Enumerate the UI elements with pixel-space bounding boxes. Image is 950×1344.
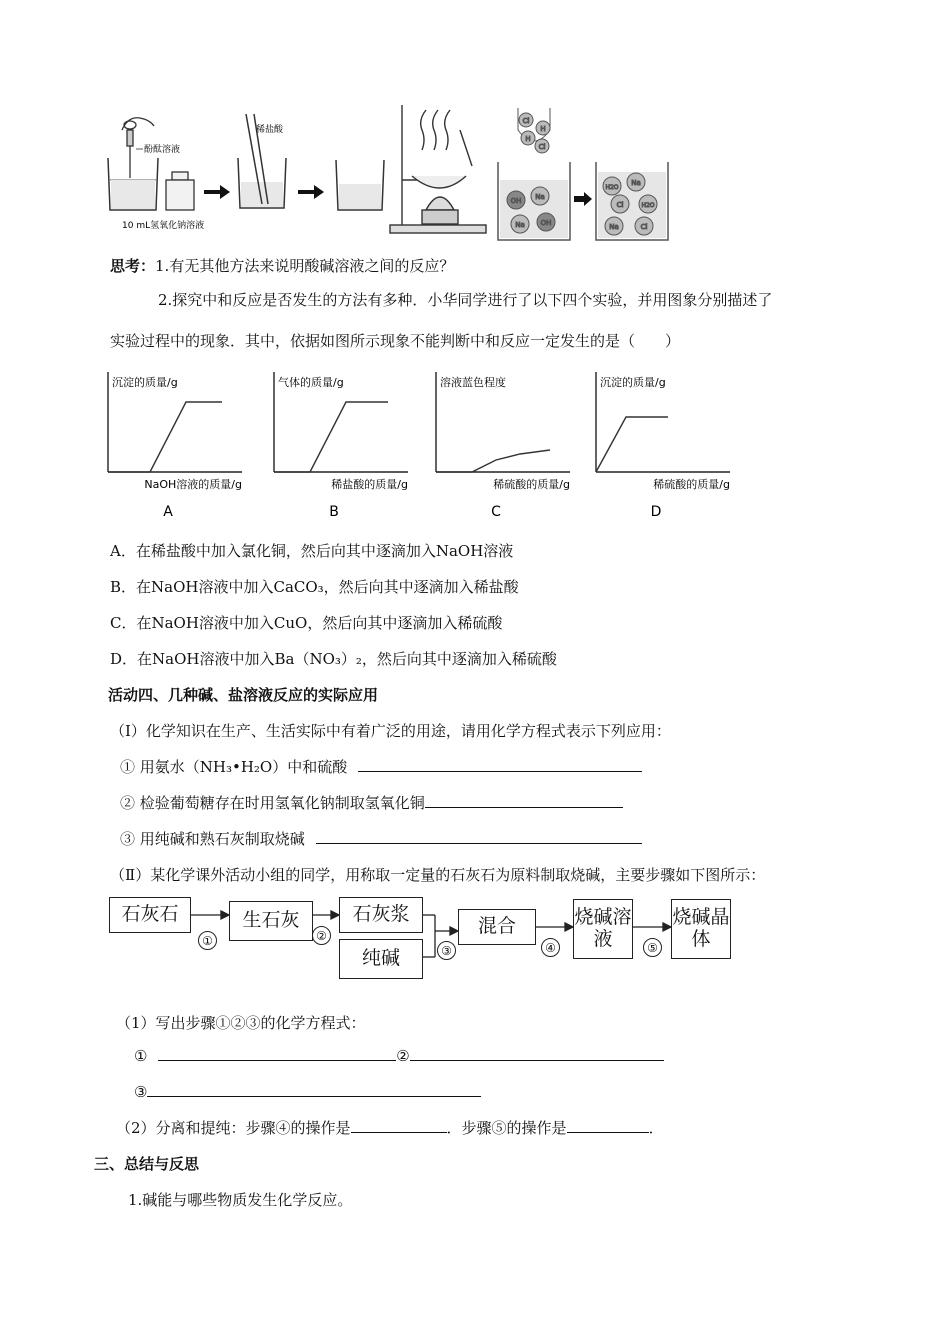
think-q2-line2: 实验过程中的现象．其中，依据如图所示现象不能判断中和反应一定发生的是（ ） [110,332,681,350]
label-dilute-hcl: 稀盐酸 [256,125,284,135]
answer-blank[interactable] [316,829,642,844]
question-2-c: ． [648,1119,664,1137]
marker-3: ③ [134,1083,148,1101]
chart-b-xlabel: 稀盐酸的质量/g [331,478,408,491]
particle: OH [510,197,522,205]
chart-a-xlabel: NaOH溶液的质量/g [144,478,242,491]
answer-blank[interactable] [358,757,642,772]
answer-blank[interactable] [567,1118,649,1133]
particle: H2O [641,202,655,209]
option-d: D．在NaOH溶液中加入Ba（NO₃）₂，然后向其中逐滴加入稀硫酸 [110,650,557,668]
label-naoh-10ml: 10 mL氢氧化钠溶液 [122,221,205,231]
question-1: （1）写出步骤①②③的化学方程式： [116,1014,366,1032]
answer-blank[interactable] [147,1082,481,1097]
think-q2-line1: 2.探究中和反应是否发生的方法有多种．小华同学进行了以下四个实验，并用图象分别描述了 [158,291,773,309]
box-caustic-crystal: 烧碱晶体 [671,899,731,959]
arrow-icon [204,185,230,199]
particle: Na [609,223,619,231]
marker-1: ① [134,1047,148,1065]
option-a: A．在稀盐酸中加入氯化铜，然后向其中逐滴加入NaOH溶液 [110,542,514,560]
answer-blank[interactable] [158,1046,396,1061]
particle: Cl [640,223,648,231]
think-label: 思考： [110,257,156,275]
box-caustic-solution: 烧碱溶液 [573,899,633,959]
box-lime-slurry: 石灰浆 [339,897,423,933]
activity4-title: 活动四、几种碱、盐溶液反应的实际应用 [108,686,379,704]
label-phenolphthalein: 酚酞溶液 [144,145,181,155]
arrow-icon [574,192,592,206]
chart-b-series-line [274,402,388,472]
equation-line-3 [134,1082,481,1101]
answer-blank[interactable] [425,793,623,808]
activity4-item2-line [120,792,623,813]
chart-b-letter: B [329,504,339,520]
activity4-part2-intro: （Ⅱ）某化学课外活动小组的同学，用称取一定量的石灰石为原料制取烧碱，主要步骤如下图所示： [110,866,766,884]
think-q1: 1.有无其他方法来说明酸碱溶液之间的反应？ [155,257,455,275]
activity4-item3: ③ 用纯碱和熟石灰制取烧碱 [120,830,305,848]
chart-a-letter: A [163,504,173,520]
flowchart [105,893,745,983]
activity4-item2: ② 检验葡萄糖存在时用氢氧化钠制取氢氧化铜 [120,794,425,812]
think-q1-line [110,255,454,276]
chart-c-series-line [436,450,550,472]
particle: OH [540,219,552,227]
chart-d-letter: D [650,504,662,520]
particle-model-after [596,162,668,240]
step-4-marker: ④ [541,938,560,957]
step-1-marker: ① [198,931,217,950]
bottle-icon [166,172,194,210]
activity4-item3-line [120,828,642,849]
box-quicklime: 生石灰 [229,901,313,941]
step-5-marker: ⑤ [643,938,662,957]
beaker-3-icon [336,160,384,210]
box-mix: 混合 [458,909,536,945]
particle-model-before [498,108,570,240]
section3-title: 三、总结与反思 [94,1155,200,1173]
chart-d-ylabel: 沉淀的质量/g [600,376,666,389]
particle: Cl [616,201,624,209]
chart-a-ylabel: 沉淀的质量/g [112,376,178,389]
section3-item1: 1.碱能与哪些物质发生化学反应。 [128,1191,353,1209]
chart-c-letter: C [491,504,501,520]
question-2-a: （2）分离和提纯：步骤④的操作是 [116,1119,351,1137]
chart-c-xlabel: 稀硫酸的质量/g [493,478,570,491]
chart-b-ylabel: 气体的质量/g [278,376,344,389]
apparatus-illustration [100,100,680,250]
answer-blank[interactable] [410,1046,664,1061]
arrow-icon [298,185,324,199]
option-b: B．在NaOH溶液中加入CaCO₃，然后向其中逐滴加入稀盐酸 [110,578,519,596]
box-soda-ash: 纯碱 [339,939,423,979]
chart-a-series-line [108,402,222,472]
particle: Cl [538,143,546,151]
activity4-item1-line [120,756,642,777]
activity4-part1-intro: （Ⅰ）化学知识在生产、生活实际中有着广泛的用途，请用化学方程式表示下列应用： [110,722,671,740]
step-2-marker: ② [312,926,331,945]
evaporation-stand-icon [390,105,486,233]
chart-d-xlabel: 稀硫酸的质量/g [653,478,730,491]
particle: Na [515,221,525,229]
chart-c-ylabel: 溶液蓝色程度 [440,376,506,389]
particle: H [525,135,531,143]
beaker-1-icon [108,158,158,210]
particle: H2O [605,184,619,191]
equation-line-1 [134,1046,664,1065]
particle: Cl [522,117,530,125]
activity4-item1: ① 用氨水（NH₃•H₂O）中和硫酸 [120,758,348,776]
chart-d-series-line [596,417,668,472]
marker-2: ② [396,1047,410,1065]
box-limestone: 石灰石 [109,897,191,933]
charts-abcd [96,362,736,522]
particle: Na [631,179,641,187]
question-2 [116,1117,664,1138]
particle: H [540,125,546,133]
particle: Na [535,193,545,201]
step-3-marker: ③ [437,941,456,960]
option-c: C．在NaOH溶液中加入CuO，然后向其中逐滴加入稀硫酸 [110,614,503,632]
question-2-b: ．步骤⑤的操作是 [446,1119,567,1137]
answer-blank[interactable] [351,1118,447,1133]
